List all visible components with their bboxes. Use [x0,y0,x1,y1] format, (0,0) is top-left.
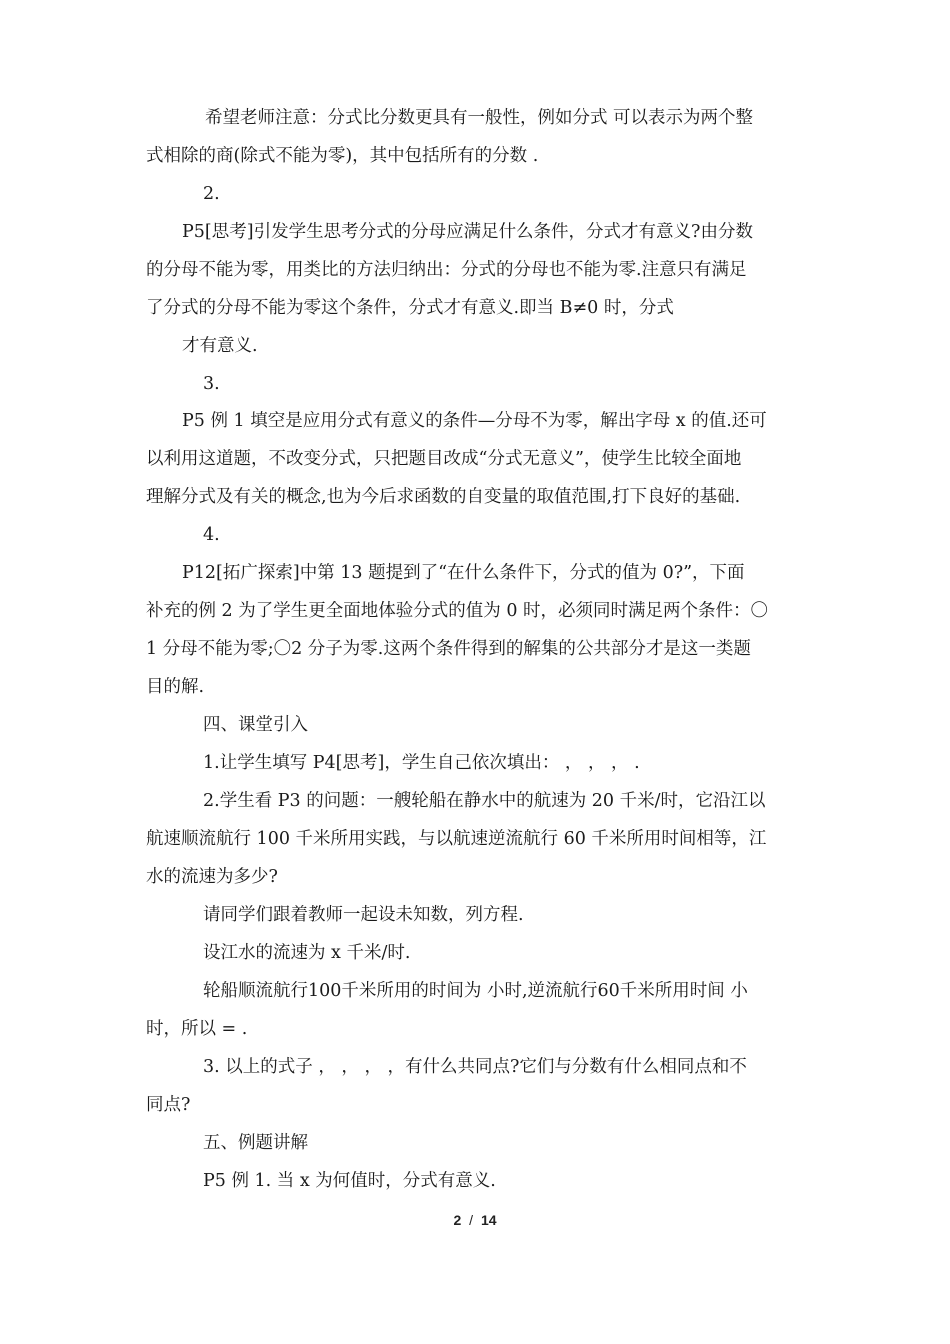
section-number: 3. [203,374,220,394]
paragraph-line: 以利用这道题，不改变分式，只把题目改成“分式无意义”，使学生比较全面地 [146,449,742,469]
paragraph-line: 1 分母不能为零;〇2 分子为零.这两个条件得到的解集的公共部分才是这一类题 [146,639,751,659]
paragraph-line: 才有意义. [182,336,258,356]
section-heading: 五、例题讲解 [203,1133,308,1153]
page-current: 2 [453,1212,462,1228]
paragraph-line: P5 例 1 填空是应用分式有意义的条件—分母不为零，解出字母 x 的值.还可 [182,411,767,431]
page-separator: / [469,1212,474,1228]
paragraph-line: 请同学们跟着教师一起设未知数，列方程. [203,905,524,925]
paragraph-line: 1.让学生填写 P4[思考]，学生自己依次填出： ， ， ， . [203,753,640,773]
paragraph-line: 轮船顺流航行100千米所用的时间为 小时,逆流航行60千米所用时间 小 [203,981,748,1001]
paragraph-line: 式相除的商(除式不能为零)，其中包括所有的分数 . [146,146,539,166]
paragraph-line: P5 例 1. 当 x 为何值时，分式有意义. [203,1171,496,1191]
paragraph-line: 目的解. [146,677,205,697]
paragraph-line: 水的流速为多少? [146,867,278,887]
text-line: 希望老师注意：分式比分数更具有一般性，例如分式 可以表示为两个整 [205,108,754,128]
page-total: 14 [480,1212,497,1228]
paragraph-line: 补充的例 2 为了学生更全面地体验分式的值为 0 时，必须同时满足两个条件：〇 [146,601,769,621]
paragraph-line: 同点? [146,1095,191,1115]
paragraph-line: 时，所以 = . [146,1019,248,1039]
paragraph-line: 设江水的流速为 x 千米/时. [203,943,411,963]
section-heading: 四、课堂引入 [203,715,308,735]
paragraph-line: 了分式的分母不能为零这个条件，分式才有意义.即当 B≠0 时，分式 [146,298,674,318]
paragraph-line [205,106,803,130]
paragraph-line: 理解分式及有关的概念,也为今后求函数的自变量的取值范围,打下良好的基础. [146,487,741,507]
paragraph-line: 3. 以上的式子 ， ， ， ，有什么共同点?它们与分数有什么相同点和不 [203,1057,747,1077]
paragraph-line: 2.学生看 P3 的问题：一艘轮船在静水中的航速为 20 千米/时，它沿江以 [203,791,766,811]
paragraph-line: 的分母不能为零，用类比的方法归纳出：分式的分母也不能为零.注意只有满足 [146,260,747,280]
paragraph-line: P12[拓广探索]中第 13 题提到了“在什么条件下，分式的值为 0?”，下面 [182,563,745,583]
paragraph-line: P5[思考]引发学生思考分式的分母应满足什么条件，分式才有意义?由分数 [182,222,753,242]
paragraph-line: 航速顺流航行 100 千米所用实践，与以航速逆流航行 60 千米所用时间相等，江 [146,829,767,849]
section-number: 4. [203,525,220,545]
section-number: 2. [203,184,220,204]
page-number [0,1212,950,1228]
